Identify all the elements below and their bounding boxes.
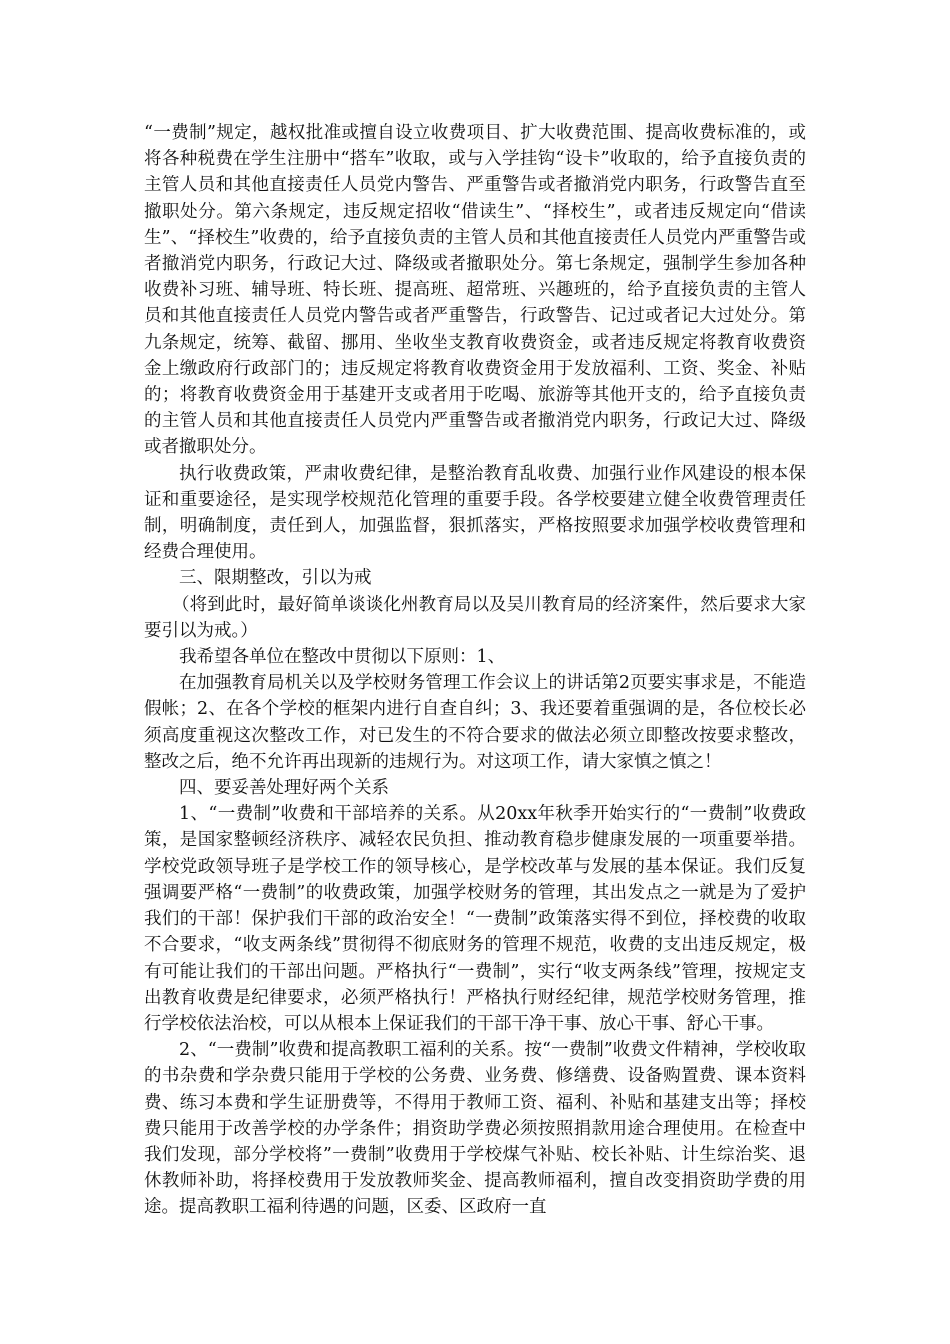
paragraph-principles: 在加强教育局机关以及学校财务管理工作会议上的讲话第2页要实事求是，不能造假帐；2、在各个学校的框架内进行自查自纠；3、我还要着重强调的是，各位校长必须高度重视这次整改工作，对已发生的不符合要求的做法必须立即整改按要求整改，整改之后，绝不允许再出现新的违规行为。对这项工作，请大家慎之慎之！ <box>144 673 806 772</box>
document-page <box>144 120 806 1221</box>
paragraph-note: （将到此时，最好简单谈谈化州教育局以及吴川教育局的经济案件，然后要求大家要引以为戒。） <box>144 594 806 641</box>
section-heading-4: 四、要妥善处理好两个关系 <box>179 778 389 799</box>
paragraph-2: 执行收费政策，严肃收费纪律，是整治教育乱收费、加强行业作风建设的根本保证和重要途径，是实现学校规范化管理的重要手段。各学校要建立健全收费管理责任制，明确制度，责任到人，加强监督，狠抓落实，严格按照要求加强学校收费管理和经费合理使用。 <box>144 463 806 563</box>
paragraph-principles-intro: 我希望各单位在整改中贯彻以下原则：1、 <box>179 647 506 668</box>
paragraph-relation-2: 2、“一费制”收费和提高教职工福利的关系。按“一费制”收费文件精神，学校收取的书杂费和学杂费只能用于学校的公务费、业务费、修缮费、设备购置费、课本资料费、练习本费和学生证册费等，不得用于教师工资、福利、补贴和基建支出等；择校费只能用于改善学校的办学条件；捐资助学费必须按照捐款用途合理使用。在检查中我们发现，部分学校将”一费制”收费用于学校煤气补贴、校长补贴、计生综治奖、退休教师补助，将择校费用于发放教师奖金、提高教师福利，擅自改变捐资助学费的用途。提高教职工福利待遇的问题，区委、区政府一直 <box>144 1040 806 1218</box>
section-heading-3: 三、限期整改，引以为戒 <box>179 568 372 589</box>
paragraph-relation-1: 1、“一费制”收费和干部培养的关系。从20xx年秋季开始实行的“一费制”收费政策，是国家整顿经济秩序、减轻农民负担、推动教育稳步健康发展的一项重要举措。学校党政领导班子是学校工作的领导核心，是学校改革与发展的基本保证。我们反复强调要严格“一费制”的收费政策，加强学校财务的管理，其出发点之一就是为了爱护我们的干部！保护我们干部的政治安全！“一费制”政策落实得不到位，择校费的收取不合要求，“收支两条线”贯彻得不彻底财务的管理不规范，收费的支出违反规定，极有可能让我们的干部出问题。严格执行“一费制”，实行“收支两条线”管理，按规定支出教育收费是纪律要求，必须严格执行！严格执行财经纪律，规范学校财务管理，推行学校依法治校，可以从根本上保证我们的干部干净干事、放心干事、舒心干事。 <box>144 804 806 1034</box>
paragraph-1: “一费制”规定，越权批准或擅自设立收费项目、扩大收费范围、提高收费标准的，或将各种税费在学生注册中“搭车”收取，或与入学挂钩“设卡”收取的，给予直接负责的主管人员和其他直接责任人员党内警告、严重警告或者撤消党内职务，行政警告直至撤职处分。第六条规定，违反规定招收“借读生”、“择校生”，或者违反规定向“借读生”、“择校生”收费的，给予直接负责的主管人员和其他直接责任人员党内严重警告或者撤消党内职务，行政记大过、降级或者撤职处分。第七条规定，强制学生参加各种收费补习班、辅导班、特长班、提高班、超常班、兴趣班的，给予直接负责的主管人员和其他直接责任人员党内警告或者严重警告，行政警告、记过或者记大过处分。第九条规定，统筹、截留、挪用、坐收坐支教育收费资金，或者违反规定将教育收费资金上缴政府行政部门的；违反规定将教育收费资金用于发放福利、工资、奖金、补贴的；将教育收费资金用于基建开支或者用于吃喝、旅游等其他开支的，给予直接负责的主管人员和其他直接责任人员党内严重警告或者撤消党内职务，行政记大过、降级或者撤职处分。 <box>144 123 806 458</box>
